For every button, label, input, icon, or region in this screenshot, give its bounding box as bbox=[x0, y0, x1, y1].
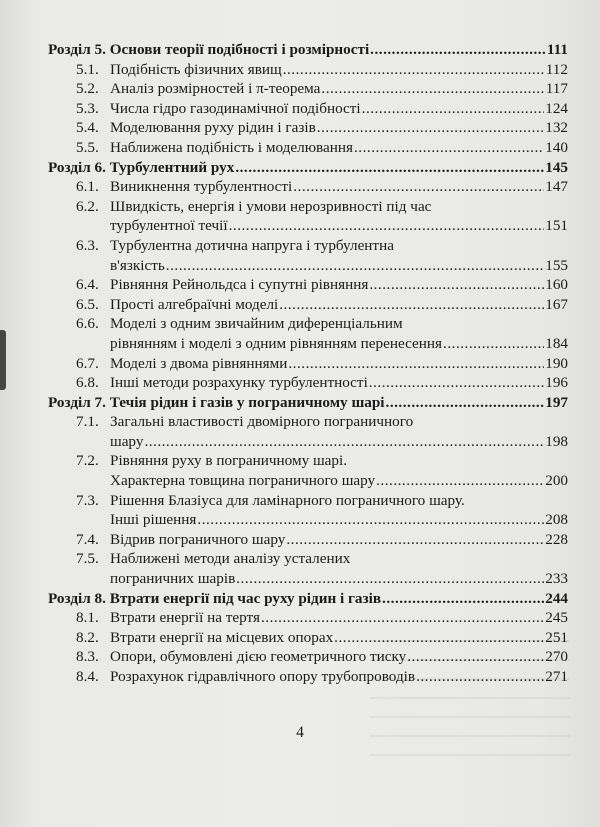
toc-entry-title: Інші методи розрахунку турбулентності bbox=[110, 374, 368, 392]
dot-leader bbox=[443, 334, 544, 354]
toc-item-number: 7.1. bbox=[76, 413, 99, 431]
toc-item-continuation bbox=[48, 432, 568, 452]
toc-page-number: 147 bbox=[545, 178, 568, 196]
toc-page-number: 270 bbox=[545, 648, 568, 666]
toc-item bbox=[48, 647, 568, 667]
toc-item bbox=[48, 177, 568, 197]
toc-item bbox=[48, 236, 568, 256]
toc-item-number: 7.3. bbox=[76, 491, 99, 509]
toc-item-number: 8.1. bbox=[76, 609, 99, 627]
toc-page-number: 184 bbox=[545, 334, 568, 352]
page-number: 4 bbox=[296, 724, 304, 741]
toc-entry-title: Моделювання руху рідин і газів bbox=[110, 119, 316, 137]
toc-item bbox=[48, 530, 568, 550]
dot-leader bbox=[261, 608, 544, 628]
toc-entry-title: Розділ 5. Основи теорії подібності і розмірності bbox=[48, 41, 370, 58]
toc-entry-title: Турбулентна дотична напруга і турбулентна bbox=[110, 236, 394, 254]
toc-page-number: 190 bbox=[545, 354, 568, 372]
toc-item bbox=[48, 491, 568, 511]
toc-page-number: 244 bbox=[545, 589, 568, 607]
toc-item-number: 7.4. bbox=[76, 530, 99, 548]
toc-entry-title: Моделі з одним звичайним диференціальним bbox=[110, 315, 403, 333]
toc-entry-title: турбулентної течії bbox=[110, 217, 228, 235]
toc-item bbox=[48, 412, 568, 432]
toc-entry-title: Розділ 8. Втрати енергії під час руху рідин і газів bbox=[48, 589, 382, 607]
toc-entry-title: Моделі з двома рівняннями bbox=[110, 354, 288, 372]
dot-leader bbox=[376, 471, 544, 491]
toc-entry-title: в'язкість bbox=[110, 256, 165, 274]
toc-item-continuation bbox=[48, 510, 568, 530]
dot-leader bbox=[317, 118, 544, 138]
toc-page-number: 208 bbox=[545, 511, 568, 529]
toc-page-number: 197 bbox=[545, 393, 568, 411]
toc-item-number: 5.5. bbox=[76, 138, 99, 156]
toc-page-number: 155 bbox=[545, 256, 568, 274]
toc-item bbox=[48, 197, 568, 217]
toc-page-number: 245 bbox=[545, 609, 568, 627]
dot-leader bbox=[362, 99, 545, 119]
toc-page-number: 112 bbox=[545, 60, 568, 78]
toc-entry-title: шару bbox=[110, 432, 144, 450]
toc-item bbox=[48, 608, 568, 628]
toc-item-number: 6.5. bbox=[76, 295, 99, 313]
toc-item-number: 6.2. bbox=[76, 197, 99, 215]
toc-chapter bbox=[48, 40, 568, 60]
toc-entry-title: Відрив пограничного шару bbox=[110, 530, 286, 548]
toc-item-number: 6.8. bbox=[76, 374, 99, 392]
dot-leader bbox=[382, 589, 544, 609]
table-of-contents bbox=[48, 40, 568, 687]
toc-item bbox=[48, 451, 568, 471]
dot-leader bbox=[321, 79, 544, 99]
toc-page-number: 124 bbox=[545, 99, 568, 117]
toc-entry-title: Розділ 6. Турбулентний рух bbox=[48, 158, 235, 176]
toc-page-number: 151 bbox=[545, 217, 568, 235]
toc-entry-title: Інші рішення bbox=[110, 511, 197, 529]
toc-item-number: 6.4. bbox=[76, 276, 99, 294]
toc-entry-title: Прості алгебраїчні моделі bbox=[110, 295, 279, 313]
dot-leader bbox=[370, 40, 546, 60]
dot-leader bbox=[293, 177, 544, 197]
dot-leader bbox=[407, 647, 544, 667]
toc-item bbox=[48, 138, 568, 158]
toc-entry-title: пограничних шарів bbox=[110, 570, 236, 588]
toc-chapter bbox=[48, 589, 568, 609]
toc-item-number: 6.6. bbox=[76, 315, 99, 333]
toc-entry-title: Опори, обумовлені дією геометричного тиску bbox=[110, 648, 407, 666]
toc-item-continuation bbox=[48, 334, 568, 354]
toc-entry-title: Аналіз розмірностей і π-теорема bbox=[110, 80, 321, 98]
toc-item-number: 6.7. bbox=[76, 354, 99, 372]
toc-entry-title: Рівняння Рейнольдса і супутні рівняння bbox=[110, 276, 369, 294]
toc-item bbox=[48, 373, 568, 393]
toc-item bbox=[48, 79, 568, 99]
toc-item-continuation bbox=[48, 569, 568, 589]
toc-entry-title: Числа гідро газодинамічної подібності bbox=[110, 99, 361, 117]
toc-page-number: 198 bbox=[545, 432, 568, 450]
toc-entry-title: Характерна товщина пограничного шару bbox=[110, 472, 376, 490]
toc-entry-title: Швидкість, енергія і умови нерозривності під час bbox=[110, 197, 432, 215]
toc-item-number: 5.1. bbox=[76, 60, 99, 78]
toc-item-continuation bbox=[48, 471, 568, 491]
toc-item-number: 8.2. bbox=[76, 628, 99, 646]
dot-leader bbox=[235, 158, 544, 178]
toc-page-number: 117 bbox=[545, 80, 568, 98]
dot-leader bbox=[166, 256, 544, 276]
toc-item bbox=[48, 549, 568, 569]
toc-entry-title: Загальні властивості двомірного пограничного bbox=[110, 413, 414, 431]
toc-entry-title: рівнянням і моделі з одним рівнянням перенесення bbox=[110, 334, 443, 352]
toc-page-number: 200 bbox=[545, 472, 568, 490]
toc-item bbox=[48, 275, 568, 295]
dot-leader bbox=[288, 354, 544, 374]
toc-page-number: 251 bbox=[545, 628, 568, 646]
toc-item bbox=[48, 354, 568, 374]
toc-page-number: 233 bbox=[545, 570, 568, 588]
toc-item bbox=[48, 60, 568, 80]
toc-item-number: 7.5. bbox=[76, 550, 99, 568]
toc-item-number: 8.3. bbox=[76, 648, 99, 666]
dot-leader bbox=[229, 216, 545, 236]
dot-leader bbox=[279, 295, 544, 315]
dot-leader bbox=[369, 373, 544, 393]
dot-leader bbox=[416, 667, 544, 687]
toc-page-number: 111 bbox=[546, 41, 568, 58]
toc-item bbox=[48, 99, 568, 119]
toc-item-number: 8.4. bbox=[76, 668, 99, 685]
dot-leader bbox=[334, 628, 544, 648]
toc-item-number: 5.3. bbox=[76, 99, 99, 117]
toc-item-number: 6.3. bbox=[76, 236, 99, 254]
toc-item-continuation bbox=[48, 256, 568, 276]
toc-page-number: 145 bbox=[545, 158, 568, 176]
toc-page-number: 160 bbox=[545, 276, 568, 294]
toc-chapter bbox=[48, 393, 568, 413]
toc-entry-title: Втрати енергії на місцевих опорах bbox=[110, 628, 334, 646]
binding-shadow bbox=[0, 330, 6, 390]
toc-item bbox=[48, 667, 568, 687]
toc-entry-title: Подібність фізичних явищ bbox=[110, 60, 282, 78]
toc-entry-title: Наближена подібність і моделювання bbox=[110, 138, 353, 156]
dot-leader bbox=[283, 60, 545, 80]
dot-leader bbox=[286, 530, 544, 550]
dot-leader bbox=[144, 432, 544, 452]
toc-item-number: 7.2. bbox=[76, 452, 99, 470]
toc-entry-title: Виникнення турбулентності bbox=[110, 178, 293, 196]
toc-page-number: 271 bbox=[545, 668, 568, 685]
toc-item-number: 5.4. bbox=[76, 119, 99, 137]
toc-entry-title: Розділ 7. Течія рідин і газів у пограничному шарі bbox=[48, 393, 385, 411]
toc-page-number: 228 bbox=[545, 530, 568, 548]
toc-page-number: 167 bbox=[545, 295, 568, 313]
toc-entry-title: Втрати енергії на тертя bbox=[110, 609, 260, 627]
toc-page-number: 140 bbox=[545, 138, 568, 156]
toc-item-continuation bbox=[48, 216, 568, 236]
toc-entry-title: Рішення Блазіуса для ламінарного пограничного шару. bbox=[110, 491, 465, 509]
dot-leader bbox=[369, 275, 544, 295]
toc-item-number: 6.1. bbox=[76, 178, 99, 196]
toc-item bbox=[48, 628, 568, 648]
toc-item bbox=[48, 118, 568, 138]
toc-page-number: 196 bbox=[545, 374, 568, 392]
toc-page-number: 132 bbox=[545, 119, 568, 137]
dot-leader bbox=[354, 138, 544, 158]
toc-entry-title: Наближені методи аналізу усталених bbox=[110, 550, 351, 568]
toc-chapter bbox=[48, 158, 568, 178]
toc-item-number: 5.2. bbox=[76, 80, 99, 98]
toc-entry-title: Рівняння руху в пограничному шарі. bbox=[110, 452, 348, 470]
toc-item bbox=[48, 295, 568, 315]
dot-leader bbox=[197, 510, 544, 530]
dot-leader bbox=[386, 393, 545, 413]
dot-leader bbox=[236, 569, 544, 589]
toc-item bbox=[48, 314, 568, 334]
toc-entry-title: Розрахунок гідравлічного опору трубопроводів bbox=[110, 668, 416, 685]
